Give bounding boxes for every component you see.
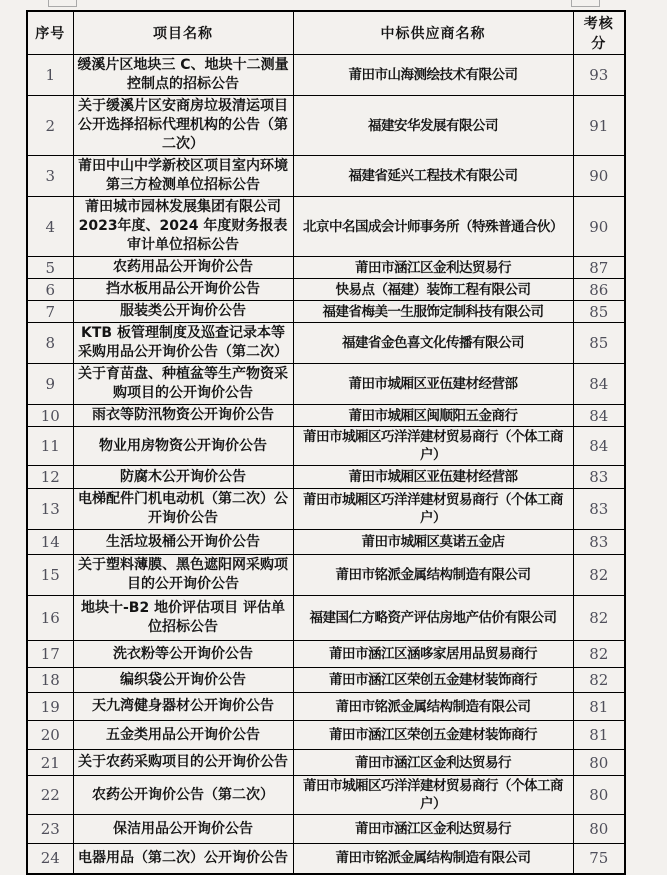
cell-supplier-name: 莆田市城厢区巧洋洋建材贸易商行（个体工商户） [293, 776, 573, 815]
table-row [27, 405, 625, 427]
cell-project-name: 关于缓溪片区安商房垃圾清运项目公开选择招标代理机构的公告（第二次） [73, 96, 293, 156]
crop-handle-right [571, 0, 600, 7]
cell-index: 18 [27, 668, 73, 693]
cell-index: 2 [27, 96, 73, 156]
table-row [27, 815, 625, 844]
cell-supplier-name: 莆田市铭派金属结构制造有限公司 [293, 555, 573, 596]
cell-project-name: 地块十-B2 地价评估项目 评估单位招标公告 [73, 596, 293, 641]
table-row [27, 96, 625, 156]
table-row [27, 55, 625, 96]
cell-supplier-name: 莆田市城厢区亚伍建材经营部 [293, 466, 573, 489]
cell-project-name: 莆田城市园林发展集团有限公司 2023年度、2024 年度财务报表审计单位招标公告 [73, 197, 293, 257]
table-row [27, 596, 625, 641]
cell-index: 11 [27, 427, 73, 466]
cell-supplier-name: 福建安华发展有限公司 [293, 96, 573, 156]
cell-score: 85 [573, 301, 625, 323]
table-row [27, 750, 625, 776]
cell-score: 90 [573, 156, 625, 197]
cell-supplier-name: 快易点（福建）装饰工程有限公司 [293, 279, 573, 301]
cell-score: 82 [573, 555, 625, 596]
cell-index: 21 [27, 750, 73, 776]
cell-index: 1 [27, 55, 73, 96]
cell-index: 16 [27, 596, 73, 641]
cell-score: 87 [573, 257, 625, 279]
table-row [27, 530, 625, 555]
cell-supplier-name: 莆田市城厢区莫诺五金店 [293, 530, 573, 555]
cell-project-name: 编织袋公开询价公告 [73, 668, 293, 693]
cell-supplier-name: 莆田市涵江区荣创五金建材装饰商行 [293, 721, 573, 750]
cell-index: 3 [27, 156, 73, 197]
table-row [27, 279, 625, 301]
table-row [27, 197, 625, 257]
cell-supplier-name: 莆田市涵江区金利达贸易行 [293, 750, 573, 776]
cell-index: 22 [27, 776, 73, 815]
table-row [27, 489, 625, 530]
cell-project-name: KTB 板管理制度及巡查记录本等采购用品公开询价公告（第二次） [73, 323, 293, 364]
table-row [27, 323, 625, 364]
cell-score: 82 [573, 668, 625, 693]
cell-score: 83 [573, 530, 625, 555]
cell-score: 81 [573, 693, 625, 721]
header-score: 考核分 [573, 11, 625, 55]
cell-project-name: 莆田中山中学新校区项目室内环境第三方检测单位招标公告 [73, 156, 293, 197]
cell-project-name: 电梯配件门机电动机（第二次）公开询价公告 [73, 489, 293, 530]
results-table-body [27, 55, 625, 874]
cell-supplier-name: 福建国仁方略资产评估房地产估价有限公司 [293, 596, 573, 641]
cell-score: 91 [573, 96, 625, 156]
cell-score: 80 [573, 750, 625, 776]
cell-project-name: 保洁用品公开询价公告 [73, 815, 293, 844]
table-row [27, 776, 625, 815]
cell-project-name: 生活垃圾桶公开询价公告 [73, 530, 293, 555]
cell-score: 82 [573, 596, 625, 641]
table-row [27, 641, 625, 668]
table-row [27, 693, 625, 721]
cell-index: 17 [27, 641, 73, 668]
table-row [27, 555, 625, 596]
cell-index: 9 [27, 364, 73, 405]
cell-project-name: 电器用品（第二次）公开询价公告 [73, 844, 293, 874]
cell-project-name: 农药用品公开询价公告 [73, 257, 293, 279]
cell-index: 10 [27, 405, 73, 427]
cell-index: 7 [27, 301, 73, 323]
cell-supplier-name: 莆田市城厢区巧洋洋建材贸易商行（个体工商户） [293, 489, 573, 530]
results-table [26, 10, 626, 875]
cell-index: 4 [27, 197, 73, 257]
cell-score: 93 [573, 55, 625, 96]
cell-index: 5 [27, 257, 73, 279]
cell-project-name: 天九湾健身器材公开询价公告 [73, 693, 293, 721]
cell-project-name: 洗衣粉等公开询价公告 [73, 641, 293, 668]
table-row [27, 156, 625, 197]
cell-project-name: 缓溪片区地块三 C、地块十二测量控制点的招标公告 [73, 55, 293, 96]
cell-supplier-name: 莆田市城厢区亚伍建材经营部 [293, 364, 573, 405]
table-row [27, 466, 625, 489]
header-supplier-name: 中标供应商名称 [293, 11, 573, 55]
cell-score: 86 [573, 279, 625, 301]
cell-score: 82 [573, 641, 625, 668]
cell-score: 83 [573, 466, 625, 489]
cell-supplier-name: 福建省金色喜文化传播有限公司 [293, 323, 573, 364]
table-row [27, 257, 625, 279]
cell-index: 20 [27, 721, 73, 750]
header-project-name: 项目名称 [73, 11, 293, 55]
crop-handle-left [48, 0, 77, 7]
cell-score: 84 [573, 427, 625, 466]
cell-project-name: 关于育苗盘、种植盆等生产物资采购项目的公开询价公告 [73, 364, 293, 405]
cell-score: 80 [573, 776, 625, 815]
table-row [27, 844, 625, 874]
cell-supplier-name: 莆田市涵江区荣创五金建材装饰商行 [293, 668, 573, 693]
cell-supplier-name: 莆田市涵江区金利达贸易行 [293, 815, 573, 844]
cell-score: 85 [573, 323, 625, 364]
table-row [27, 668, 625, 693]
cell-project-name: 物业用房物资公开询价公告 [73, 427, 293, 466]
cell-supplier-name: 福建省梅美一生服饰定制科技有限公司 [293, 301, 573, 323]
cell-project-name: 防腐木公开询价公告 [73, 466, 293, 489]
cell-supplier-name: 莆田市涵江区涵哆家居用品贸易商行 [293, 641, 573, 668]
cell-supplier-name: 莆田市城厢区闽顺阳五金商行 [293, 405, 573, 427]
header-no: 序号 [27, 11, 73, 55]
cell-project-name: 农药公开询价公告（第二次） [73, 776, 293, 815]
cell-project-name: 关于农药采购项目的公开询价公告 [73, 750, 293, 776]
cell-index: 6 [27, 279, 73, 301]
cell-score: 80 [573, 815, 625, 844]
cell-index: 15 [27, 555, 73, 596]
header-row [27, 11, 625, 55]
cell-score: 75 [573, 844, 625, 874]
cell-index: 13 [27, 489, 73, 530]
cell-supplier-name: 莆田市铭派金属结构制造有限公司 [293, 844, 573, 874]
cell-project-name: 五金类用品公开询价公告 [73, 721, 293, 750]
cell-score: 84 [573, 364, 625, 405]
cell-index: 8 [27, 323, 73, 364]
cell-supplier-name: 莆田市铭派金属结构制造有限公司 [293, 693, 573, 721]
cell-supplier-name: 北京中名国成会计师事务所（特殊普通合伙） [293, 197, 573, 257]
cell-project-name: 服装类公开询价公告 [73, 301, 293, 323]
cell-index: 23 [27, 815, 73, 844]
table-row [27, 721, 625, 750]
cell-score: 81 [573, 721, 625, 750]
cell-index: 19 [27, 693, 73, 721]
table-row [27, 364, 625, 405]
cell-project-name: 关于塑料薄膜、黑色遮阳网采购项目的公开询价公告 [73, 555, 293, 596]
cell-score: 83 [573, 489, 625, 530]
cell-supplier-name: 莆田市山海测绘技术有限公司 [293, 55, 573, 96]
cell-supplier-name: 莆田市涵江区金利达贸易行 [293, 257, 573, 279]
cell-index: 24 [27, 844, 73, 874]
cell-score: 84 [573, 405, 625, 427]
cell-index: 14 [27, 530, 73, 555]
cell-supplier-name: 莆田市城厢区巧洋洋建材贸易商行（个体工商户） [293, 427, 573, 466]
cell-score: 90 [573, 197, 625, 257]
cell-project-name: 挡水板用品公开询价公告 [73, 279, 293, 301]
table-row [27, 427, 625, 466]
cell-project-name: 雨衣等防汛物资公开询价公告 [73, 405, 293, 427]
cell-index: 12 [27, 466, 73, 489]
cell-supplier-name: 福建省延兴工程技术有限公司 [293, 156, 573, 197]
table-row [27, 301, 625, 323]
